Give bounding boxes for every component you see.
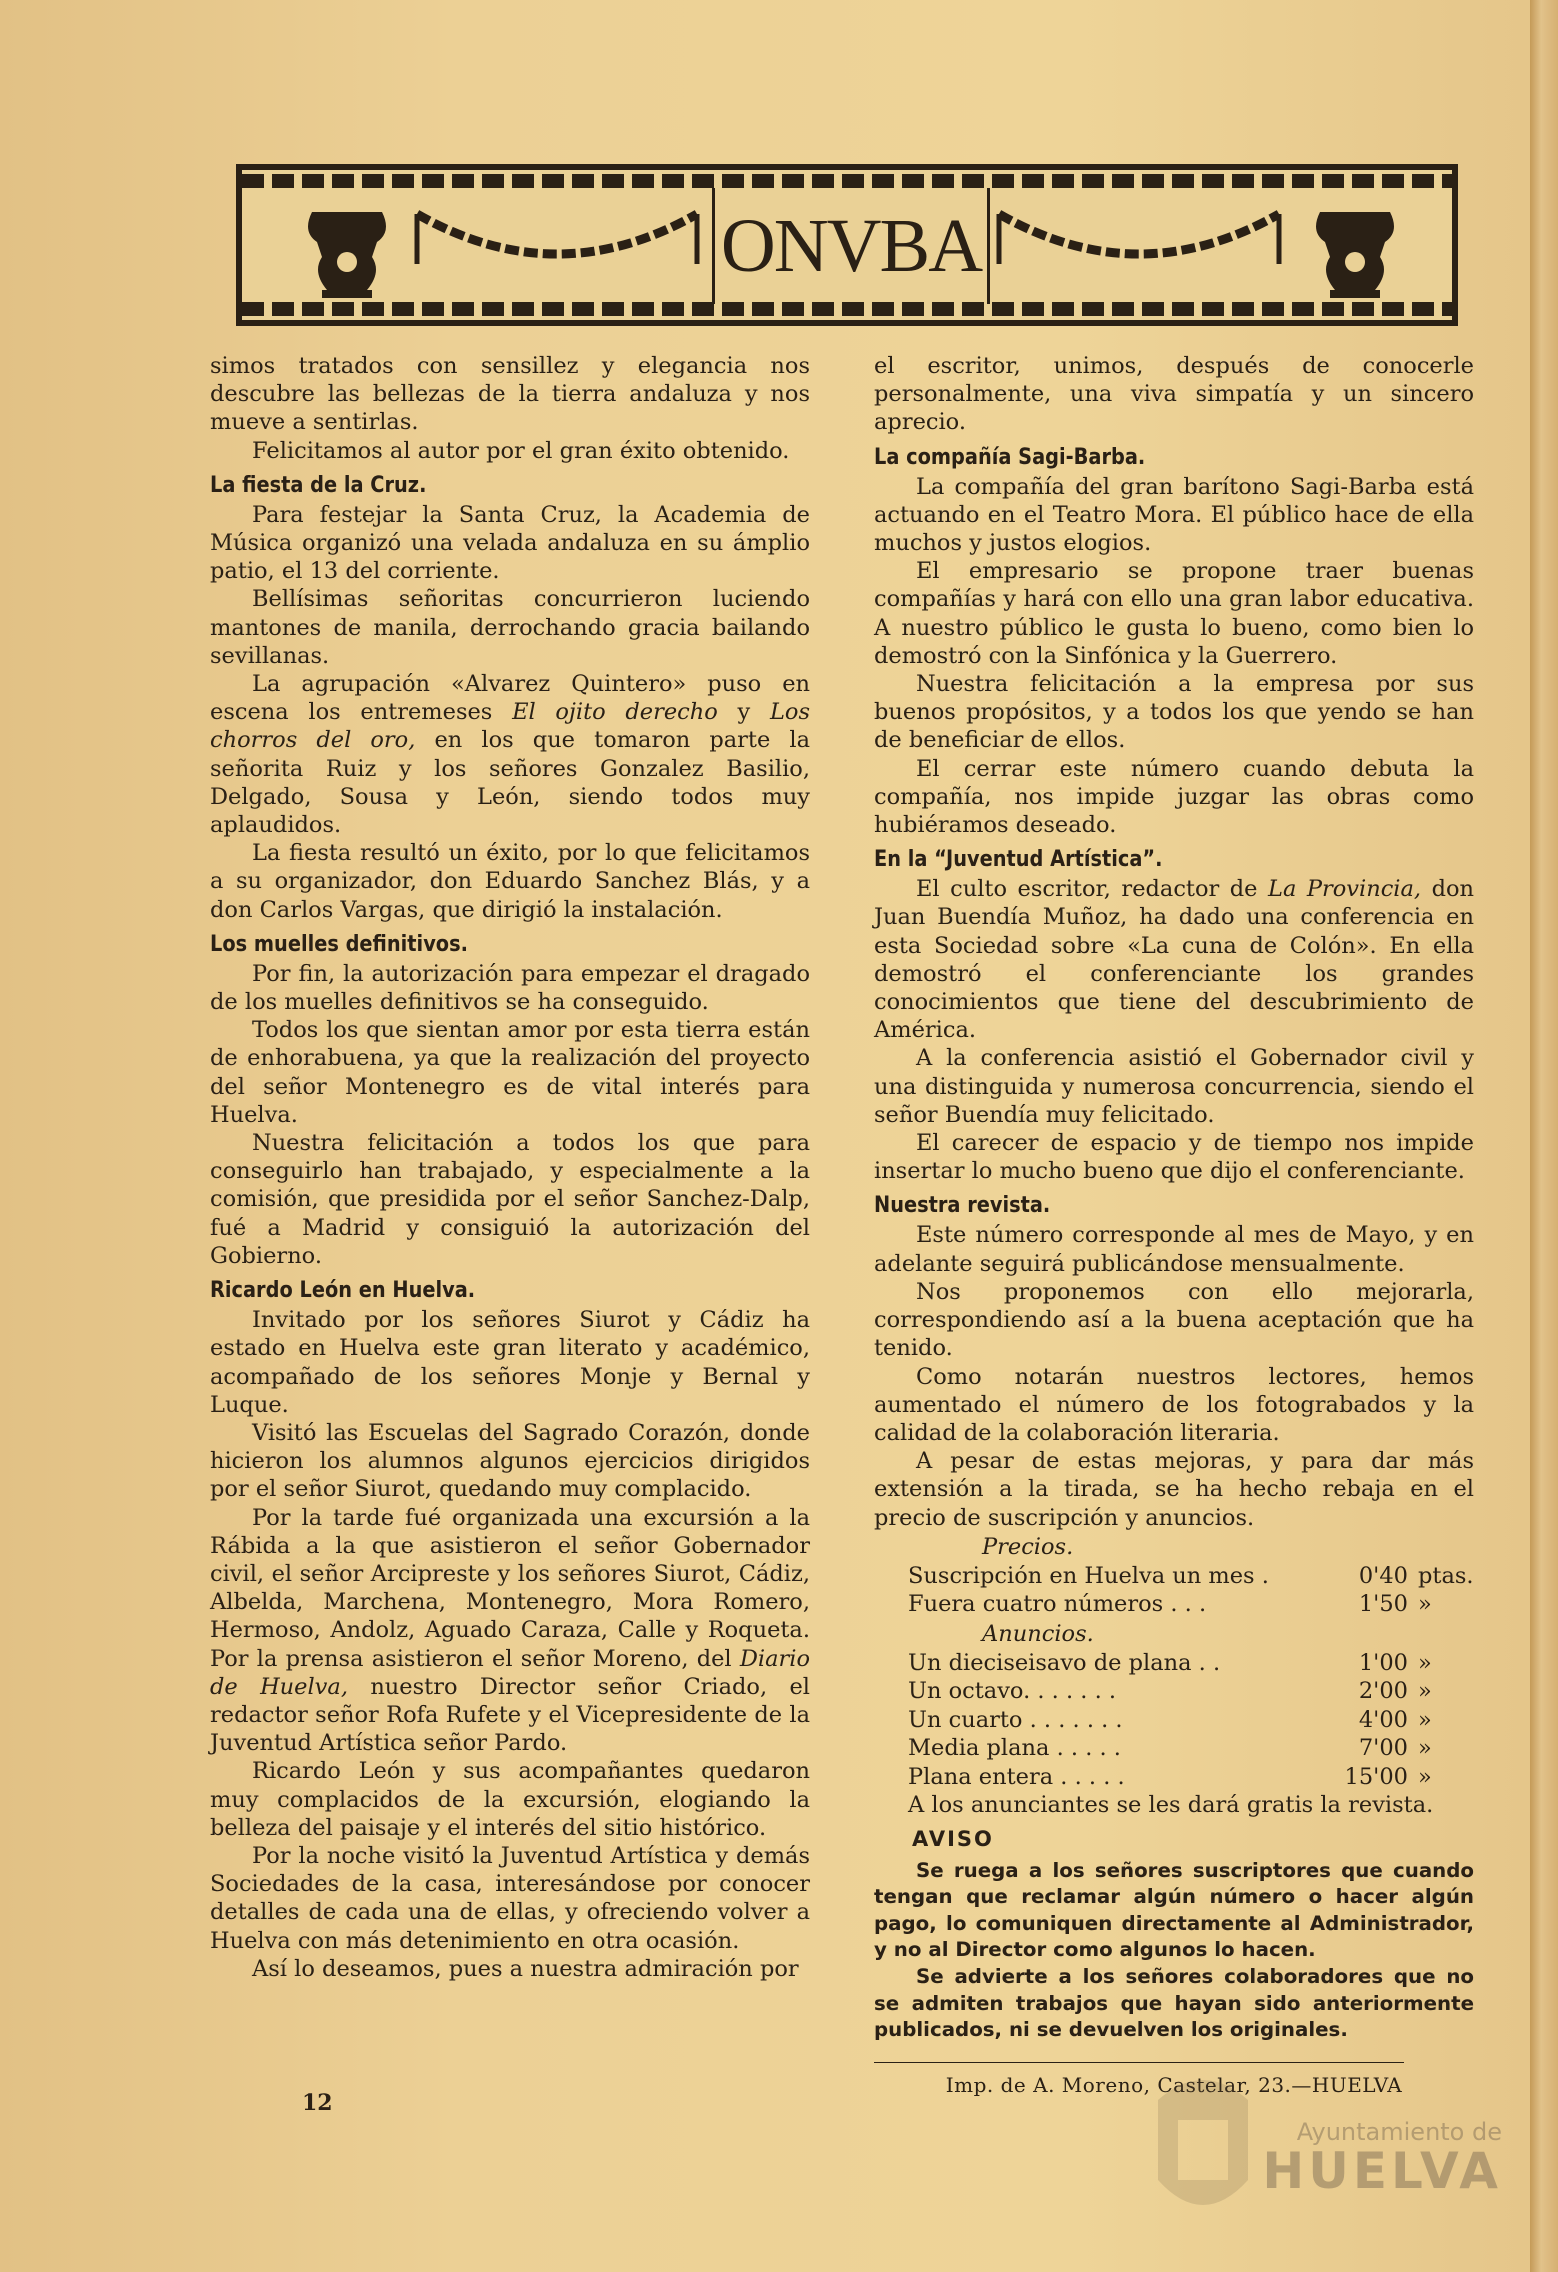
paragraph: La fiesta resultó un éxito, por lo que felicitamos a su organizador, don Eduardo Sanchez Blás, y a don Carlos Vargas, que dirigió la instalación. <box>210 840 810 923</box>
watermark <box>1262 2118 1502 2200</box>
paragraph: La agrupación «Alvarez Quintero» puso en escena los entremeses El ojito derecho y Los chorros del oro, en los que tomaron parte la señorita Ruiz y los señores Gonzalez Basilio, Delgado, Sousa y León, siendo todos muy aplaudidos. <box>210 671 810 839</box>
ads-note: A los anunciantes se les dará gratis la revista. <box>908 1792 1434 1819</box>
imprint: Imp. de A. Moreno, Castelar, 23.—HUELVA <box>945 2072 1403 2097</box>
paragraph: el escritor, unimos, después de conocerle personalmente, una viva simpatía y un sincero aprecio. <box>874 353 1474 436</box>
ad-price-row: Un octavo. . . . . . . 2'00 » <box>908 1678 1432 1705</box>
paragraph: Felicitamos al autor por el gran éxito obtenido. <box>252 437 790 464</box>
masthead-title: ONVBA <box>712 188 990 304</box>
prices-heading: Precios. <box>982 1533 1074 1560</box>
paragraph: El carecer de espacio y de tiempo nos impide insertar lo mucho bueno que dijo el conferenciante. <box>874 1130 1474 1185</box>
section-title: En la “Juventud Artística”. <box>874 846 1163 873</box>
paragraph: simos tratados con sensillez y elegancia nos descubre las bellezas de la tierra andaluza y nos mueve a sentirlas. <box>210 353 810 436</box>
page-number: 12 <box>302 2090 333 2116</box>
paragraph: Invitado por los señores Siurot y Cádiz ha estado en Huelva este gran literato y académico, acompañado de los señores Monje y Bernal y Luque. <box>210 1307 810 1418</box>
paragraph: Para festejar la Santa Cruz, la Academia de Música organizó una velada andaluza en su ámplio patio, el 13 del corriente. <box>210 501 810 585</box>
paragraph: Todos los que sientan amor por esta tierra están de enhorabuena, ya que la realización del proyecto del señor Montenegro es de vital interés para Huelva. <box>210 1017 810 1128</box>
paragraph: Bellísimas señoritas concurrieron luciendo mantones de manila, derrochando gracia bailando sevillanas. <box>210 586 810 669</box>
left-garland-icon <box>412 204 702 284</box>
paragraph: El culto escritor, redactor de La Provincia, don Juan Buendía Muñoz, ha dado una conferencia en esta Sociedad sobre «La cuna de Colón». En ella demostró el conferenciante los grandes conocimientos que tiene del descubrimiento de América. <box>874 876 1475 1044</box>
paragraph: Así lo deseamos, pues a nuestra admiración por <box>252 1955 799 1982</box>
paragraph: A pesar de estas mejoras, y para dar más extensión a la tirada, se ha hecho rebaja en el precio de suscripción y anuncios. <box>874 1448 1474 1531</box>
right-column <box>874 352 1474 2099</box>
paragraph: Nuestra felicitación a la empresa por sus buenos propósitos, y a todos los que yendo se han de beneficiar de ellos. <box>874 671 1474 754</box>
price-row: Suscripción en Huelva un mes . 0'40 ptas. <box>908 1562 1474 1589</box>
notice-title: AVISO <box>912 1827 994 1852</box>
paragraph: A la conferencia asistió el Gobernador civil y una distinguida y numerosa concurrencia, siendo el señor Buendía muy felicitado. <box>874 1045 1474 1128</box>
paragraph: El cerrar este número cuando debuta la compañía, nos impide juzgar las obras como hubiéramos deseado. <box>874 755 1474 839</box>
paragraph: Ricardo León y sus acompañantes quedaron muy complacidos de la excursión, elogiando la belleza del paisaje y el interés del sitio histórico. <box>210 1758 810 1841</box>
watermark-line2: HUELVA <box>1262 2142 1502 2200</box>
notice-paragraph: Se advierte a los señores colaboradores que no se admiten trabajos que hayan sido anteriormente publicados, ni se devuelven los originales. <box>874 1965 1474 2042</box>
section-title: La compañía Sagi-Barba. <box>874 443 1146 470</box>
city-seal-icon <box>1148 2060 1258 2230</box>
paragraph: Por la noche visitó la Juventud Artística y demás Sociedades de la casa, interesándose por conocer detalles de cada una de ellas, y ofreciendo volver a Huelva con más detenimiento en otra ocasión. <box>210 1842 810 1954</box>
paragraph: Nos proponemos con ello mejorarla, correspondiendo así a la buena aceptación que ha tenido. <box>874 1278 1474 1362</box>
page-spine <box>1530 0 1558 2272</box>
masthead-top-band <box>242 174 1452 188</box>
paragraph: El empresario se propone traer buenas compañías y hará con ello una gran labor educativa. A nuestro público le gusta lo bueno, como bien lo demostró con la Sinfónica y la Guerrero. <box>874 558 1474 669</box>
masthead-bottom-band <box>242 302 1452 316</box>
section-title: Ricardo León en Huelva. <box>210 1277 476 1304</box>
paragraph: Por la tarde fué organizada una excursión a la Rábida a la que asistieron el señor Gobernador civil, el señor Arcipreste y los señores Siurot, Cádiz, Albelda, Marchena, Montenegro, Mora Romero, Hermoso, Andolz, Aguado Caraza, Calle y Roqueta. Por la prensa asistieron el señor Moreno, del Diario de Huelva, nuestro Director señor Criado, el redactor señor Rofa Rufete y el Vicepresidente de la Juventud Artística señor Pardo. <box>210 1504 810 1757</box>
paragraph: Nuestra felicitación a todos los que para conseguirlo han trabajado, y especialmente a la comisión, que presidida por el señor Sanchez-Dalp, fué a Madrid y consiguió la autorización del Gobierno. <box>210 1130 810 1269</box>
paragraph: Visitó las Escuelas del Sagrado Corazón, donde hicieron los alumnos algunos ejercicios dirigidos por el señor Siurot, quedando muy complacido. <box>210 1419 810 1503</box>
ad-price-row: Un dieciseisavo de plana . . 1'00 » <box>908 1649 1432 1676</box>
divider <box>874 2062 1404 2063</box>
paragraph: Por fin, la autorización para empezar el dragado de los muelles definitivos se ha conseguido. <box>210 960 810 1016</box>
section-title: Los muelles definitivos. <box>210 930 468 957</box>
notice-paragraph: Se ruega a los señores suscriptores que cuando tengan que reclamar algún número o hacer algún pago, lo comuniquen directamente al Administrador, y no al Director como algunos lo hacen. <box>874 1858 1474 1962</box>
watermark-line1: Ayuntamiento de <box>1296 2118 1502 2146</box>
right-vase-icon <box>1300 202 1410 302</box>
paragraph: La compañía del gran barítono Sagi-Barba está actuando en el Teatro Mora. El público hace de ella muchos y justos elogios. <box>874 473 1474 557</box>
paragraph: Este número corresponde al mes de Mayo, y en adelante seguirá publicándose mensualmente. <box>874 1222 1474 1277</box>
ads-heading: Anuncios. <box>982 1620 1094 1647</box>
right-garland-icon <box>994 204 1284 284</box>
paragraph: Como notarán nuestros lectores, hemos aumentado el número de los fotograbados y la calidad de la colaboración literaria. <box>874 1363 1474 1446</box>
masthead <box>236 164 1458 326</box>
ad-price-row: Plana entera . . . . . 15'00 » <box>908 1763 1432 1790</box>
price-row: Fuera cuatro números . . . 1'50 » <box>908 1591 1432 1618</box>
left-column <box>210 352 810 1983</box>
ad-price-row: Media plana . . . . . 7'00 » <box>908 1735 1432 1762</box>
ad-price-row: Un cuarto . . . . . . . 4'00 » <box>908 1706 1432 1733</box>
section-title: La fiesta de la Cruz. <box>210 471 427 498</box>
section-title: Nuestra revista. <box>874 1192 1051 1219</box>
left-vase-icon <box>292 202 402 302</box>
